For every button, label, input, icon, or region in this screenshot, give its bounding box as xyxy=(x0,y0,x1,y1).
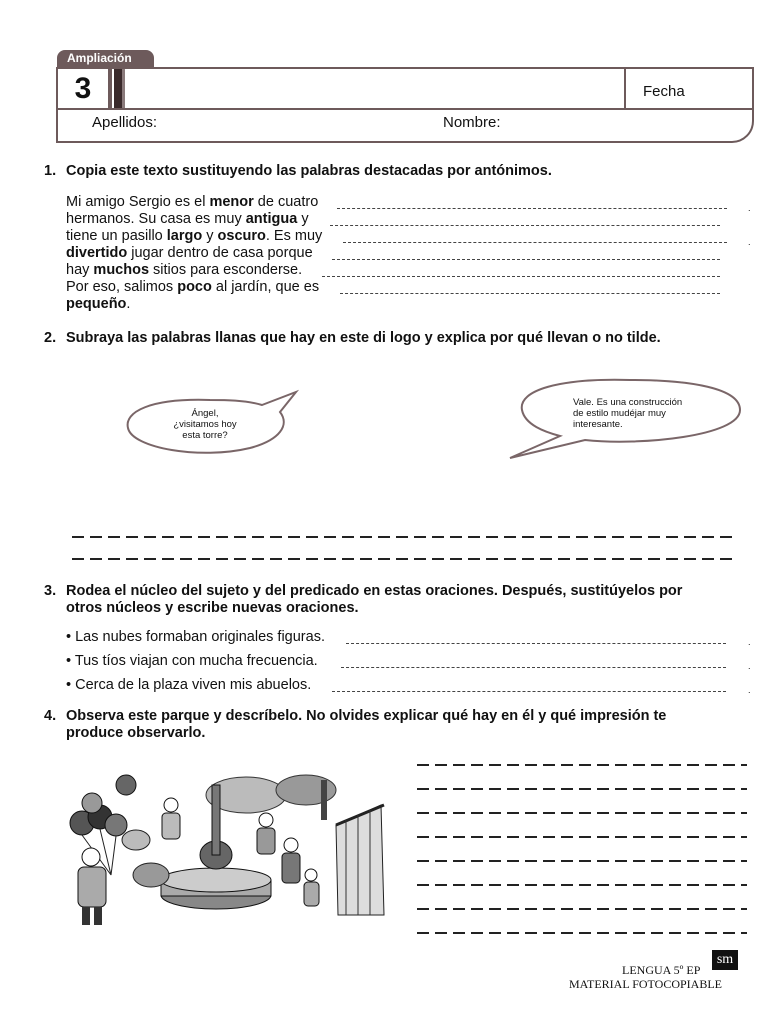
answer-line[interactable] xyxy=(417,764,747,766)
sm-logo: sm xyxy=(712,950,738,970)
answer-line[interactable] xyxy=(332,691,726,692)
q1-highlighted-word: largo xyxy=(166,228,203,244)
q1-highlighted-word: poco xyxy=(177,279,212,295)
q1-number: 1. xyxy=(44,163,57,179)
bubble-right-line: Vale. Es una construcción xyxy=(573,397,683,408)
answer-line[interactable] xyxy=(72,558,736,560)
line-end-mark: . xyxy=(748,685,751,695)
footer-material: MATERIAL FOTOCOPIABLE xyxy=(569,977,723,991)
q4-instruction-line1: Observa este parque y descríbelo. No olvides explicar qué hay en él y qué impresión te xyxy=(66,708,667,724)
answer-line[interactable] xyxy=(72,536,736,538)
answer-line[interactable] xyxy=(341,667,726,668)
q1-highlighted-word: pequeño xyxy=(66,296,127,312)
q1-text-segment: hermanos. Su casa es muy xyxy=(66,211,246,227)
q2-instruction: Subraya las palabras llanas que hay en este di logo y explica por qué llevan o no tilde. xyxy=(66,330,661,346)
q1-text-segment: sitios para esconderse. xyxy=(149,262,303,278)
answer-line[interactable] xyxy=(346,643,726,644)
worksheet-number: 3 xyxy=(74,72,92,105)
answer-line[interactable] xyxy=(417,860,747,862)
line-end-mark: . xyxy=(748,203,751,213)
q1-highlighted-word: divertido xyxy=(66,245,128,261)
q1-text-segment: tiene un pasillo xyxy=(66,228,167,244)
bubble-right-text xyxy=(573,397,682,430)
section-tab: Ampliación xyxy=(57,50,154,67)
nombre-label: Nombre: xyxy=(443,114,501,131)
q1-highlighted-word: menor xyxy=(209,194,254,210)
q1-text-segment: y xyxy=(297,211,309,227)
q3-item: • Las nubes formaban originales figuras. xyxy=(66,629,325,645)
bubble-left-text xyxy=(166,408,244,441)
apellidos-label: Apellidos: xyxy=(92,114,158,131)
answer-line[interactable] xyxy=(417,788,747,790)
fecha-label: Fecha xyxy=(643,83,685,100)
bubble-left-line: esta torre? xyxy=(182,430,228,441)
bubble-left-line: Ángel, xyxy=(191,408,219,419)
bubble-left-line: ¿visitamos hoy xyxy=(173,419,237,430)
bubble-right-line: de estilo mudéjar muy xyxy=(573,408,666,419)
q1-text-segment: y xyxy=(202,228,218,244)
q1-text-segment: . xyxy=(126,296,131,312)
q1-instruction: Copia este texto sustituyendo las palabras destacadas por antónimos. xyxy=(66,163,552,179)
answer-line[interactable] xyxy=(417,836,747,838)
q1-highlighted-word: oscuro xyxy=(217,228,266,244)
line-end-mark: . xyxy=(748,661,751,671)
answer-line[interactable] xyxy=(417,932,747,934)
q2-number: 2. xyxy=(44,330,57,346)
q4-number: 4. xyxy=(44,708,57,724)
q1-text-segment: . Es muy xyxy=(265,228,323,244)
q4-instruction-line2: produce observarlo. xyxy=(66,725,206,741)
q3-instruction-line1: Rodea el núcleo del sujeto y del predicado en estas oraciones. Después, sustitúyelos por xyxy=(66,583,683,599)
q3-number: 3. xyxy=(44,583,57,599)
line-end-mark: . xyxy=(748,237,751,247)
q1-text-segment: jugar dentro de casa porque xyxy=(127,245,313,261)
q1-text-segment: de cuatro xyxy=(253,194,319,210)
q1-text-segment: hay xyxy=(66,262,94,278)
park-illustration xyxy=(66,765,392,930)
answer-line[interactable] xyxy=(417,908,747,910)
q1-text-segment: Mi amigo Sergio es el xyxy=(66,194,210,210)
answer-line[interactable] xyxy=(417,884,747,886)
q1-highlighted-word: antigua xyxy=(245,211,298,227)
footer-subject: LENGUA 5º EP xyxy=(622,963,701,977)
bubble-right-line: interesante. xyxy=(573,419,623,430)
q3-item: • Cerca de la plaza viven mis abuelos. xyxy=(66,677,312,693)
q3-instruction-line2: otros núcleos y escribe nuevas oraciones. xyxy=(66,600,359,616)
line-end-mark: . xyxy=(748,637,751,647)
q1-highlighted-word: muchos xyxy=(93,262,150,278)
q1-text-segment: Por eso, salimos xyxy=(66,279,178,295)
q3-item: • Tus tíos viajan con mucha frecuencia. xyxy=(66,653,318,669)
answer-line[interactable] xyxy=(417,812,747,814)
q1-text-segment: al jardín, que es xyxy=(211,279,320,295)
